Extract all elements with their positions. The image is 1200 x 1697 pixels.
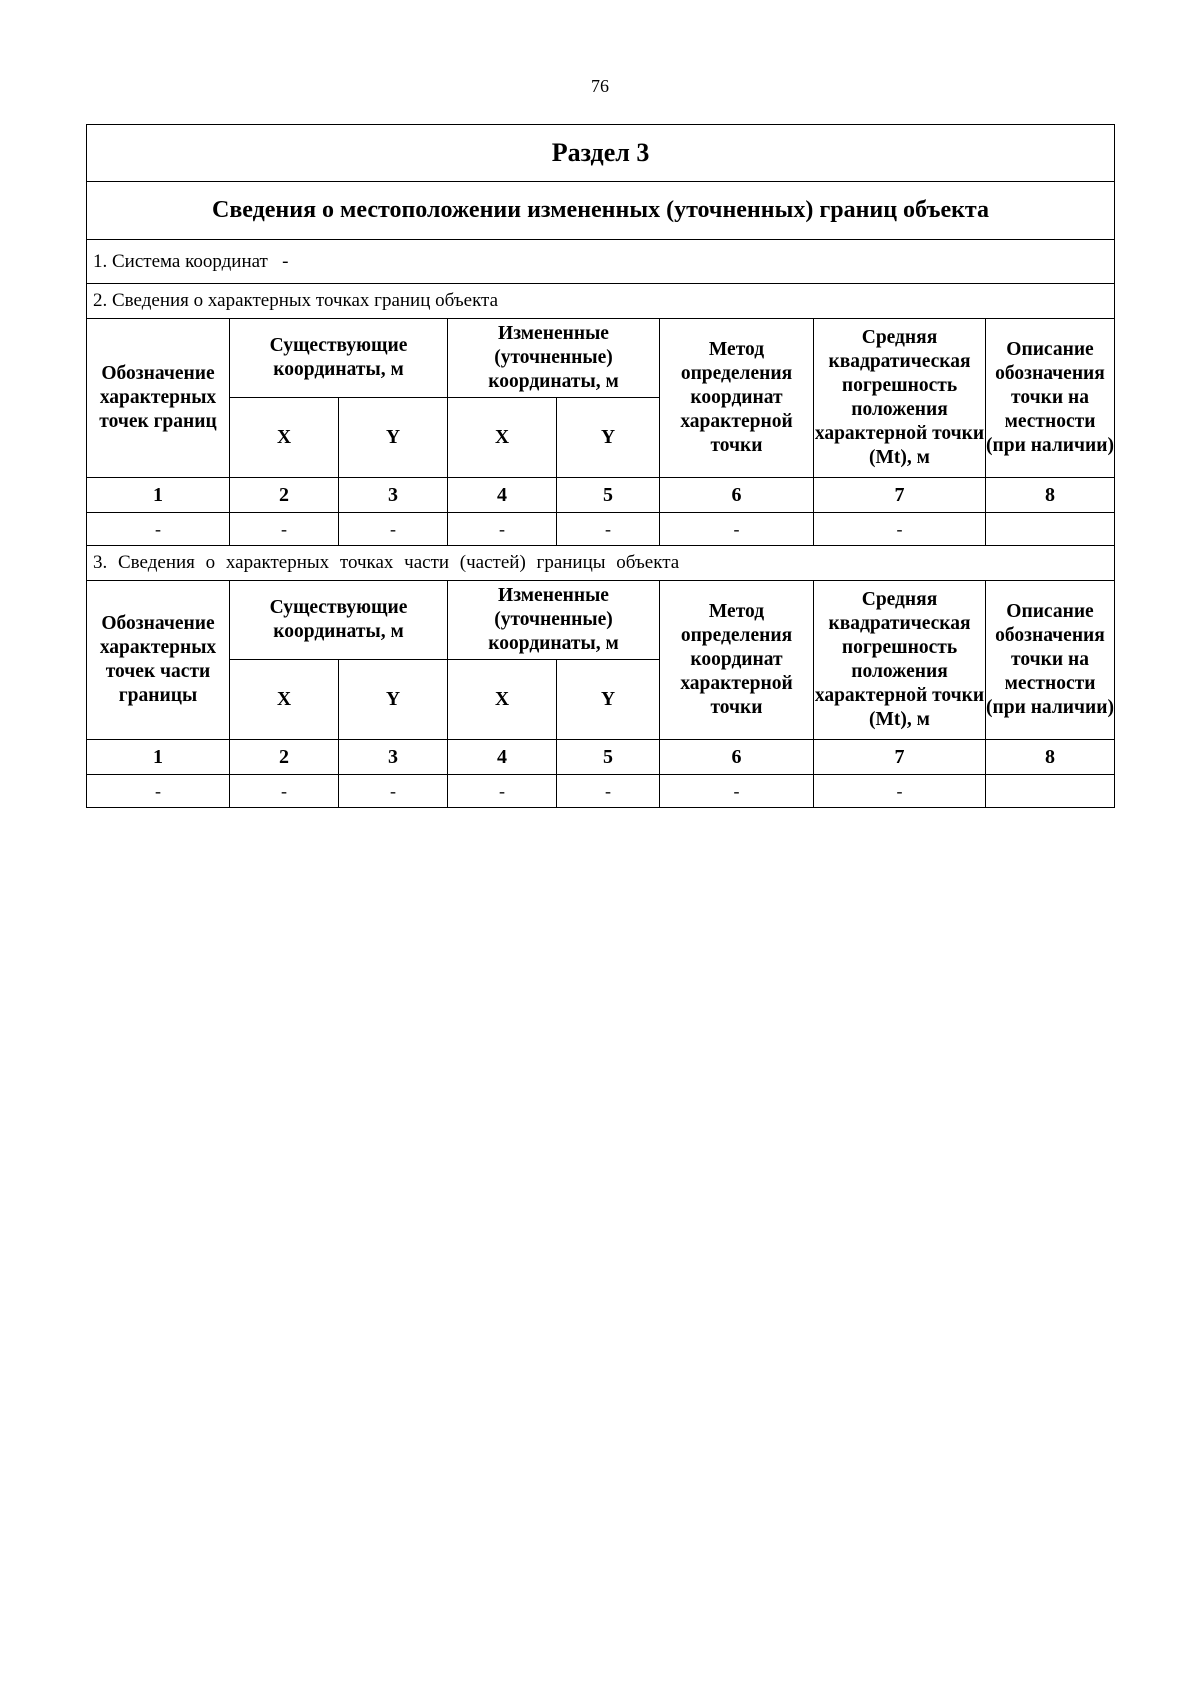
table2-header-error: Средняя квадратическая погрешность положения характерной точки (Mt), м xyxy=(814,581,986,740)
table1-col-number: 4 xyxy=(448,478,557,513)
table2-cell: - xyxy=(814,775,986,808)
table1-header-designation: Обозначение характерных точек границ xyxy=(87,319,230,478)
table1-header-changed: Измененные (уточненные) координаты, м xyxy=(448,319,660,398)
table1-cell: - xyxy=(660,513,814,546)
table1-header-x-existing: X xyxy=(230,398,339,478)
table1-caption: 2. Сведения о характерных точках границ объекта xyxy=(87,284,1115,319)
table2-cell: - xyxy=(660,775,814,808)
section-subtitle: Сведения о местоположении измененных (уточненных) границ объекта xyxy=(87,182,1115,240)
table2-cell: - xyxy=(557,775,660,808)
table1-header-existing: Существующие координаты, м xyxy=(230,319,448,398)
table2-cell: - xyxy=(339,775,448,808)
table1-header-y-existing: Y xyxy=(339,398,448,478)
table2-header-changed: Измененные (уточненные) координаты, м xyxy=(448,581,660,660)
table1-cell: - xyxy=(557,513,660,546)
table2-col-number: 3 xyxy=(339,740,448,775)
table1-row xyxy=(87,513,1115,546)
coordinate-system-line: 1. Система координат - xyxy=(87,240,1115,284)
table2-header-designation: Обозначение характерных точек части границы xyxy=(87,581,230,740)
table1-cell: - xyxy=(448,513,557,546)
table1-col-number: 5 xyxy=(557,478,660,513)
table2-cell xyxy=(986,775,1115,808)
table2-col-number: 8 xyxy=(986,740,1115,775)
table1-col-number: 8 xyxy=(986,478,1115,513)
table2-col-number: 5 xyxy=(557,740,660,775)
table1-col-number: 1 xyxy=(87,478,230,513)
section-title: Раздел 3 xyxy=(87,125,1115,182)
table1-header-description: Описание обозначения точки на местности (при наличии) xyxy=(986,319,1115,478)
table1-header-y-changed: Y xyxy=(557,398,660,478)
table2-header-x-changed: X xyxy=(448,660,557,740)
table2-header-method: Метод определения координат характерной точки xyxy=(660,581,814,740)
table2-caption: 3. Сведения о характерных точках части (частей) границы объекта xyxy=(87,546,1115,581)
table2-header-y-changed: Y xyxy=(557,660,660,740)
table2-col-number: 4 xyxy=(448,740,557,775)
page-number: 76 xyxy=(591,76,609,96)
table1-cell xyxy=(986,513,1115,546)
table2-cell: - xyxy=(87,775,230,808)
table2-header-existing: Существующие координаты, м xyxy=(230,581,448,660)
table2-header-y-existing: Y xyxy=(339,660,448,740)
table1-cell: - xyxy=(814,513,986,546)
table2-header-description: Описание обозначения точки на местности (при наличии) xyxy=(986,581,1115,740)
table2-col-number: 7 xyxy=(814,740,986,775)
table2-cell: - xyxy=(230,775,339,808)
table1-header-x-changed: X xyxy=(448,398,557,478)
table1-col-number: 6 xyxy=(660,478,814,513)
section-3-table xyxy=(86,124,1115,808)
table2-col-number: 2 xyxy=(230,740,339,775)
table1-col-number: 2 xyxy=(230,478,339,513)
table2-header-x-existing: X xyxy=(230,660,339,740)
table2-row xyxy=(87,775,1115,808)
table1-cell: - xyxy=(230,513,339,546)
table2-col-number: 1 xyxy=(87,740,230,775)
table1-cell: - xyxy=(87,513,230,546)
table1-col-number: 7 xyxy=(814,478,986,513)
table1-header-error: Средняя квадратическая погрешность положения характерной точки (Mt), м xyxy=(814,319,986,478)
table1-col-number: 3 xyxy=(339,478,448,513)
table1-header-method: Метод определения координат характерной точки xyxy=(660,319,814,478)
table1-cell: - xyxy=(339,513,448,546)
table2-cell: - xyxy=(448,775,557,808)
table2-col-number: 6 xyxy=(660,740,814,775)
